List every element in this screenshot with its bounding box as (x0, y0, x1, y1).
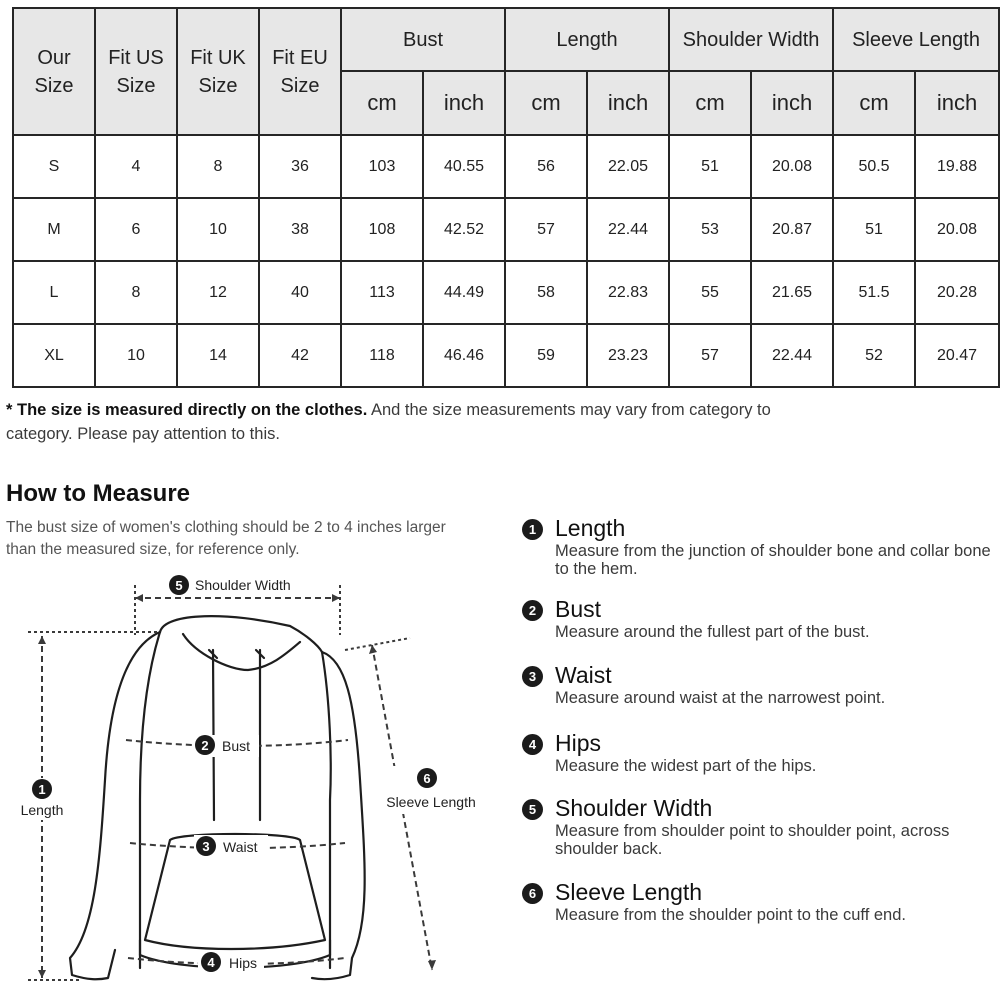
value-cell: 19.88 (915, 135, 999, 198)
size-note (6, 398, 806, 446)
value-cell: 42.52 (423, 198, 505, 261)
value-cell: 4 (95, 135, 177, 198)
value-cell: 10 (95, 324, 177, 387)
header-unit-cm: cm (833, 71, 915, 135)
value-cell: 8 (95, 261, 177, 324)
value-cell: 40.55 (423, 135, 505, 198)
value-cell: 51.5 (833, 261, 915, 324)
value-cell: 46.46 (423, 324, 505, 387)
diagram-label-hips: Hips (229, 955, 258, 971)
badge-6-number: 6 (423, 771, 431, 786)
legend-badge: 5 (522, 799, 543, 820)
legend-badge: 6 (522, 883, 543, 904)
header-length: Length (505, 8, 669, 71)
legend-description: Measure from shoulder point to shoulder point, across shoulder back. (555, 822, 950, 858)
badge-4-number: 4 (207, 955, 215, 970)
value-cell: 10 (177, 198, 259, 261)
value-cell: 52 (833, 324, 915, 387)
value-cell: 20.28 (915, 261, 999, 324)
badge-3-number: 3 (202, 839, 210, 854)
size-chart-table (12, 7, 1000, 388)
value-cell: 12 (177, 261, 259, 324)
header-bust: Bust (341, 8, 505, 71)
label-hips (201, 952, 257, 972)
measure-arrows (38, 594, 436, 978)
header-unit-inch: inch (915, 71, 999, 135)
header-fit-us: Fit US Size (95, 8, 177, 135)
legend-title: Waist (555, 662, 612, 688)
legend-description: Measure from the shoulder point to the cuff end. (555, 906, 906, 924)
hoodie-illustration (70, 616, 365, 979)
table-row (13, 198, 999, 261)
value-cell: 56 (505, 135, 587, 198)
badge-5-number: 5 (175, 578, 183, 593)
header-unit-inch: inch (423, 71, 505, 135)
header-unit-inch: inch (587, 71, 669, 135)
value-cell: 42 (259, 324, 341, 387)
diagram-label-shoulder-width: Shoulder Width (195, 577, 291, 593)
how-to-measure-title: How to Measure (6, 480, 191, 507)
value-cell: 20.47 (915, 324, 999, 387)
value-cell: 20.08 (751, 135, 833, 198)
value-cell: 22.83 (587, 261, 669, 324)
header-unit-cm: cm (341, 71, 423, 135)
value-cell: 57 (505, 198, 587, 261)
value-cell: 14 (177, 324, 259, 387)
legend-description: Measure the widest part of the hips. (555, 757, 817, 775)
how-to-measure-description: The bust size of women's clothing should be 2 to 4 inches larger than the measured size, for reference only. (6, 519, 446, 558)
value-cell: 57 (669, 324, 751, 387)
value-cell: 22.44 (587, 198, 669, 261)
size-cell: M (13, 198, 95, 261)
legend-title: Bust (555, 596, 602, 622)
legend-title: Shoulder Width (555, 795, 713, 821)
header-unit-cm: cm (669, 71, 751, 135)
value-cell: 20.87 (751, 198, 833, 261)
badge-1-number: 1 (38, 782, 46, 797)
value-cell: 6 (95, 198, 177, 261)
value-cell: 108 (341, 198, 423, 261)
legend-title: Sleeve Length (555, 879, 703, 905)
label-bust (195, 735, 250, 755)
sleeve-length-tick (345, 638, 410, 650)
value-cell: 22.05 (587, 135, 669, 198)
table-header-row (13, 8, 999, 71)
legend-title: Hips (555, 730, 602, 756)
value-cell: 59 (505, 324, 587, 387)
value-cell: 23.23 (587, 324, 669, 387)
legend-badge: 4 (522, 734, 543, 755)
value-cell: 36 (259, 135, 341, 198)
value-cell: 22.44 (751, 324, 833, 387)
legend-description: Measure from the junction of shoulder bone and collar bone to the hem. (555, 542, 991, 578)
diagram-label-sleeve-length: Sleeve Length (386, 794, 476, 810)
size-note-rest: And the size measurements may vary from category to category. Please pay attention to this. (6, 401, 771, 443)
value-cell: 21.65 (751, 261, 833, 324)
legend-badge: 2 (522, 600, 543, 621)
header-fit-uk: Fit UK Size (177, 8, 259, 135)
size-cell: S (13, 135, 95, 198)
value-cell: 40 (259, 261, 341, 324)
diagram-label-waist: Waist (223, 839, 258, 855)
header-our-size: Our Size (13, 8, 95, 135)
legend-description: Measure around waist at the narrowest point. (555, 689, 886, 707)
label-waist (196, 836, 258, 856)
header-fit-eu: Fit EU Size (259, 8, 341, 135)
badge-2-number: 2 (201, 738, 209, 753)
legend-badge: 1 (522, 519, 543, 540)
value-cell: 38 (259, 198, 341, 261)
size-cell: XL (13, 324, 95, 387)
size-cell: L (13, 261, 95, 324)
value-cell: 113 (341, 261, 423, 324)
value-cell: 51 (669, 135, 751, 198)
value-cell: 53 (669, 198, 751, 261)
header-unit-inch: inch (751, 71, 833, 135)
value-cell: 8 (177, 135, 259, 198)
value-cell: 58 (505, 261, 587, 324)
diagram-label-bust: Bust (222, 738, 251, 754)
value-cell: 50.5 (833, 135, 915, 198)
label-backgrounds (16, 575, 485, 973)
value-cell: 118 (341, 324, 423, 387)
legend-title: Length (555, 515, 626, 541)
table-row (13, 324, 999, 387)
legend-description: Measure around the fullest part of the bust. (555, 623, 870, 641)
value-cell: 44.49 (423, 261, 505, 324)
header-unit-cm: cm (505, 71, 587, 135)
table-row (13, 261, 999, 324)
value-cell: 55 (669, 261, 751, 324)
value-cell: 20.08 (915, 198, 999, 261)
value-cell: 103 (341, 135, 423, 198)
header-sleeve-length: Sleeve Length (833, 8, 999, 71)
size-note-bold: * The size is measured directly on the clothes. (6, 401, 368, 419)
header-shoulder-width: Shoulder Width (669, 8, 833, 71)
table-body (13, 135, 999, 387)
hoodie-measure-diagram (0, 570, 500, 999)
diagram-label-length: Length (20, 802, 64, 818)
legend-badge: 3 (522, 666, 543, 687)
table-row (13, 135, 999, 198)
value-cell: 51 (833, 198, 915, 261)
